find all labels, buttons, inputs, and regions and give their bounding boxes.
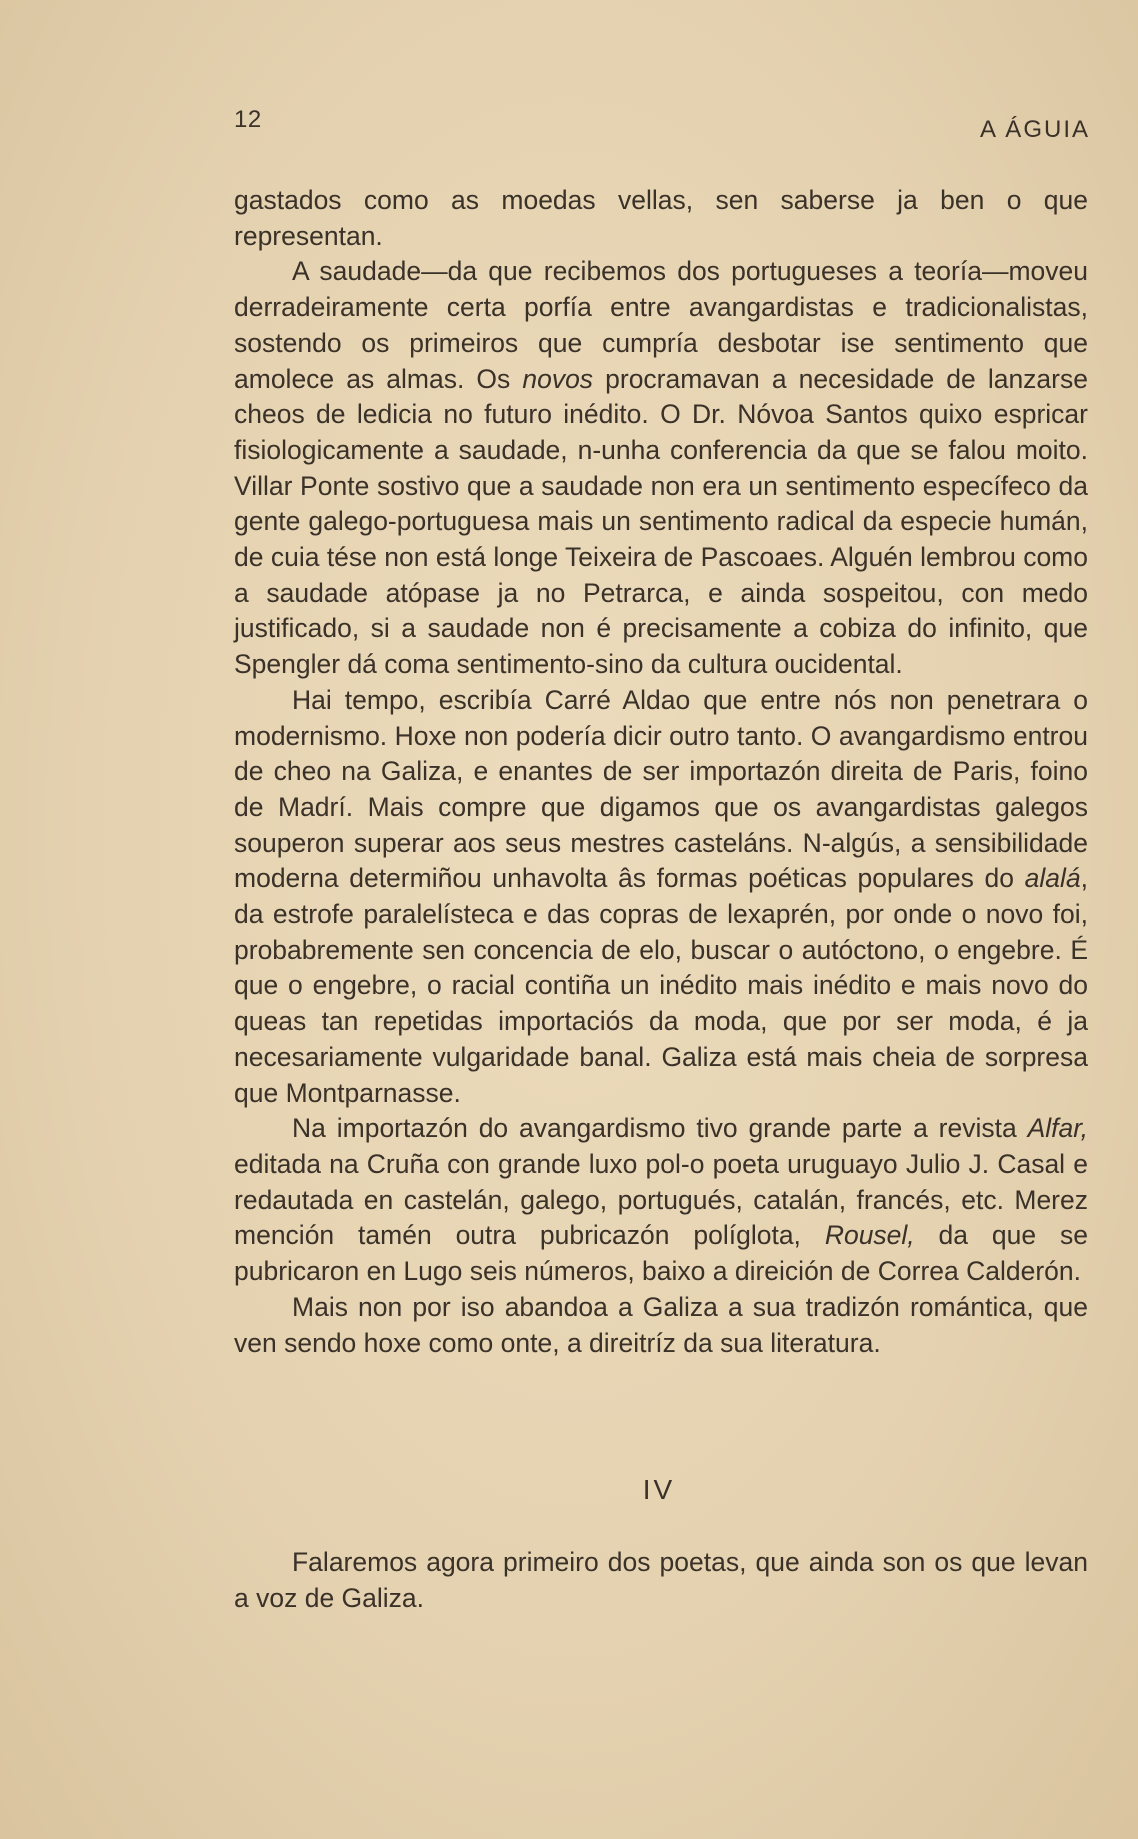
section-text-block <box>234 1545 1088 1616</box>
paragraph-saudade <box>234 254 1088 682</box>
paragraph-text: procramavan a necesidade de lanzarse cheos de ledicia no futuro inédito. O Dr. Nóvoa Santos quixo espricar fisiologicamente a saudade, n-unha conferencia da que se falou moito. Villar Ponte sostivo que a saudade non era un sentimento específeco da gente galego-portuguesa mais un sentimento radical da especie humán, de cuia tése non está longe Teixeira de Pascoaes. Alguén lembrou como a saudade atópase ja no Petrarca, e ainda sospeitou, con medo justificado, si a saudade non é precisamente a cobiza do infinito, que Spengler dá coma sentimento-sino da cultura oucidental. <box>234 363 1088 680</box>
paragraph-text: da que se pubricaron en Lugo seis números, baixo a direición de Correa Calderón. <box>234 1220 1088 1287</box>
paragraph-revistas <box>234 1111 1088 1290</box>
paragraph-continued: gastados como as moedas vellas, sen saberse ja ben o que representan. <box>234 185 1088 251</box>
main-text-block <box>234 183 1088 1361</box>
paragraph-text: , da estrofe paralelísteca e das copras de lexaprén, por onde o novo foi, probabremente sen concencia de elo, buscar o autóctono, o engebre. É que o engebre, o racial contiña un inédito mais inédito e mais novo do queas tan repetidas importaciós da moda, que por ser moda, é ja necesariamente vulgaridade banal. Galiza está mais cheia de sorpresa que Montparnasse. <box>234 863 1088 1108</box>
page-number: 12 <box>234 106 262 133</box>
paragraph-poetas: Falaremos agora primeiro dos poetas, que ainda son os que levan a voz de Galiza. <box>234 1547 1088 1613</box>
paragraph-text: A saudade—da que recibemos dos portugueses a teoría—moveu derradeiramente certa porfía entre avangardistas e tradicionalistas, sostendo os primeiros que cumpría desbotar ise sentimento que amolece as almas. Os <box>234 256 1088 394</box>
paragraph-text: Hai tempo, escribía Carré Aldao que entre nós non penetrara o modernismo. Hoxe non podería dicir outro tanto. O avangardismo entrou de cheo na Galiza, e enantes de ser importazón direita de Paris, foino de Madrí. Mais compre que digamos que os avangardistas galegos souperon superar aos seus mestres casteláns. N-algús, a sensibilidade moderna determiñou unhavolta âs formas poéticas populares do <box>234 684 1088 894</box>
italic-title: Rousel, <box>824 1220 915 1251</box>
paragraph-text: editada na Cruña con grande luxo pol-o poeta uruguayo Julio J. Casal e redautada en castelán, galego, portugués, catalán, francés, etc. Merez mención tamén outra pubricazón políglota, <box>234 1148 1088 1251</box>
italic-term: alalá <box>1024 863 1081 894</box>
page-header <box>0 0 1138 150</box>
italic-title: Alfar, <box>1027 1113 1088 1144</box>
running-head: A ÁGUIA <box>979 116 1090 143</box>
paragraph-modernismo <box>234 683 1088 1111</box>
section-heading: IV <box>642 1474 676 1505</box>
italic-term: novos <box>522 363 594 394</box>
paragraph-tradizon: Mais non por iso abandoa a Galiza a sua tradizón romántica, que ven sendo hoxe como onte, a direitríz da sua literatura. <box>234 1291 1088 1358</box>
paragraph-text: Na importazón do avangardismo tivo grande parte a revista <box>292 1113 1028 1144</box>
